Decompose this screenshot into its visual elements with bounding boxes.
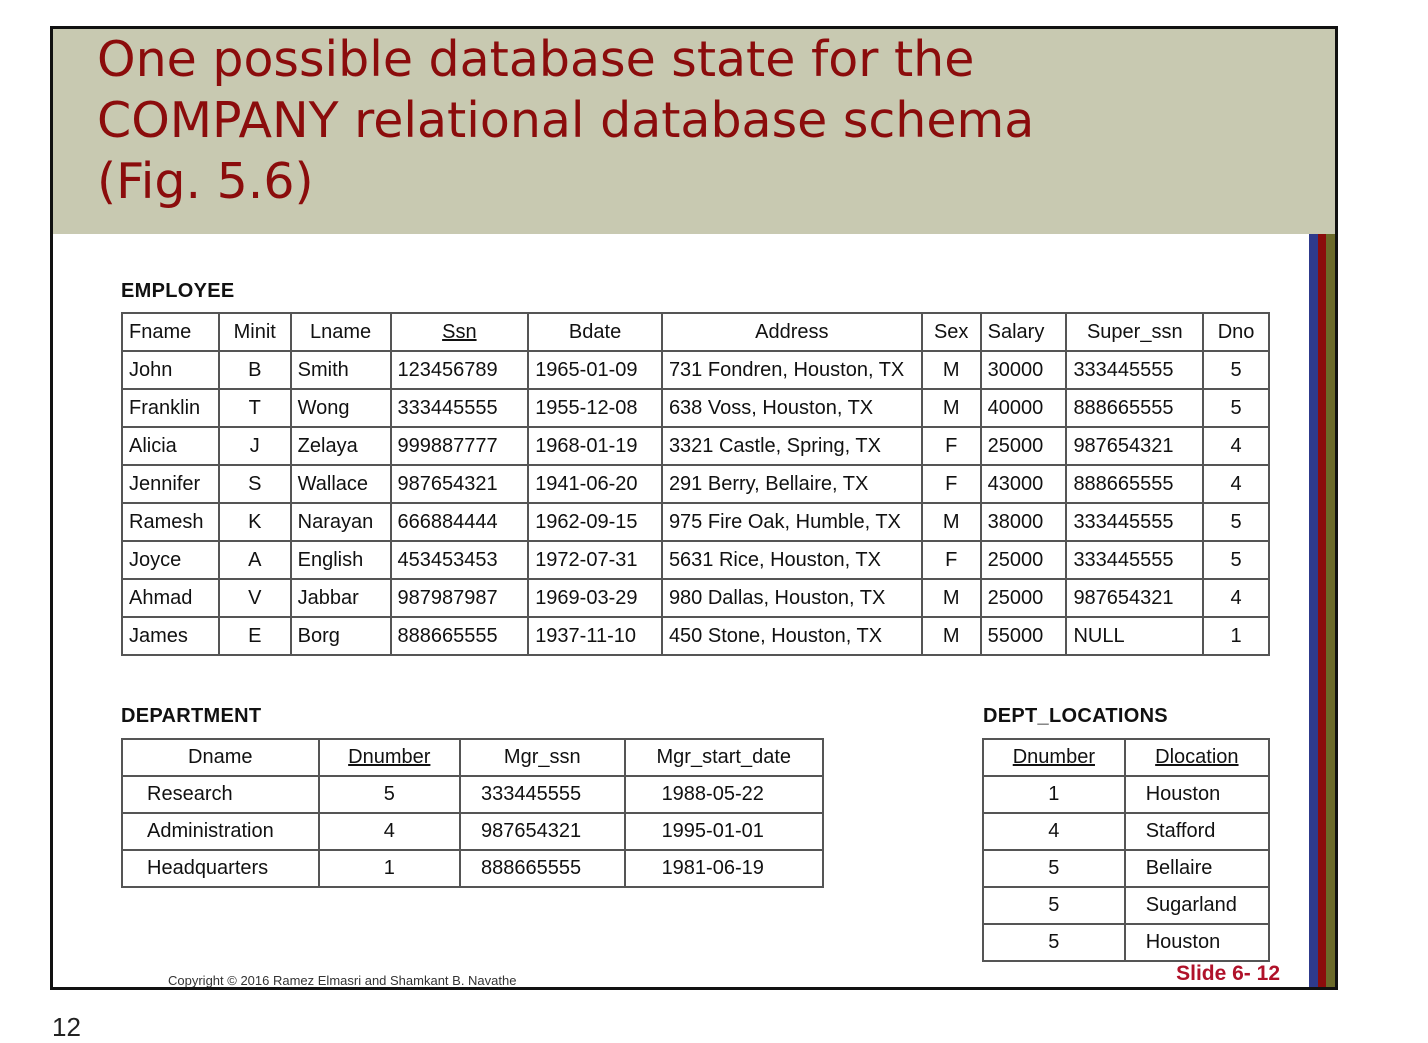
table-cell: 4 — [1203, 427, 1269, 465]
table-row — [122, 389, 1269, 427]
table-cell: 3321 Castle, Spring, TX — [662, 427, 922, 465]
table-cell: 987987987 — [391, 579, 529, 617]
table-cell: 5 — [983, 887, 1125, 924]
column-header: Mgr_ssn — [460, 739, 625, 776]
table-row — [983, 813, 1269, 850]
table-cell: T — [219, 389, 291, 427]
table-cell: Jennifer — [122, 465, 219, 503]
slide-number: Slide 6- 12 — [1176, 962, 1280, 985]
table-cell: M — [922, 617, 981, 655]
table-cell: 25000 — [981, 541, 1067, 579]
table-row — [122, 503, 1269, 541]
column-header: Salary — [981, 313, 1067, 351]
table-row — [122, 579, 1269, 617]
table-row — [122, 617, 1269, 655]
table-cell: Borg — [291, 617, 391, 655]
table-cell: Jabbar — [291, 579, 391, 617]
table-cell: M — [922, 503, 981, 541]
table-cell: 40000 — [981, 389, 1067, 427]
table-cell: 5631 Rice, Houston, TX — [662, 541, 922, 579]
table-cell: 5 — [1203, 389, 1269, 427]
table-cell: 450 Stone, Houston, TX — [662, 617, 922, 655]
table-row — [983, 776, 1269, 813]
column-header-key: Dnumber — [319, 739, 460, 776]
column-header: Lname — [291, 313, 391, 351]
table-cell: 5 — [1203, 503, 1269, 541]
table-cell: 333445555 — [1066, 351, 1203, 389]
column-header-key: Dnumber — [983, 739, 1125, 776]
table-cell: 975 Fire Oak, Humble, TX — [662, 503, 922, 541]
table-cell: B — [219, 351, 291, 389]
table-cell: 888665555 — [460, 850, 625, 887]
table-row — [122, 813, 823, 850]
table-row — [122, 850, 823, 887]
table-cell: 1972-07-31 — [528, 541, 662, 579]
table-header-row — [983, 739, 1269, 776]
table-cell: 333445555 — [1066, 541, 1203, 579]
table-cell: Narayan — [291, 503, 391, 541]
decorative-stripes — [1309, 234, 1335, 990]
table-row — [983, 887, 1269, 924]
table-cell: 1 — [319, 850, 460, 887]
table-cell: John — [122, 351, 219, 389]
table-cell: 980 Dallas, Houston, TX — [662, 579, 922, 617]
table-cell: F — [922, 541, 981, 579]
table-cell: 4 — [983, 813, 1125, 850]
table-cell: 638 Voss, Houston, TX — [662, 389, 922, 427]
table-cell: 1969-03-29 — [528, 579, 662, 617]
column-header: Fname — [122, 313, 219, 351]
table-cell: J — [219, 427, 291, 465]
table-cell: 1995-01-01 — [625, 813, 823, 850]
column-header: Address — [662, 313, 922, 351]
table-cell: 30000 — [981, 351, 1067, 389]
table-cell: Alicia — [122, 427, 219, 465]
table-cell: 1988-05-22 — [625, 776, 823, 813]
employee-table — [121, 312, 1270, 656]
table-row — [983, 924, 1269, 961]
table-cell: 888665555 — [1066, 389, 1203, 427]
dept-locations-caption: DEPT_LOCATIONS — [983, 705, 1168, 727]
table-cell: 4 — [1203, 579, 1269, 617]
title-bar — [53, 29, 1335, 234]
table-cell: V — [219, 579, 291, 617]
column-header: Dname — [122, 739, 319, 776]
column-header-key: Dlocation — [1125, 739, 1269, 776]
table-row — [122, 465, 1269, 503]
title-line: One possible database state for the — [97, 31, 975, 88]
table-cell: 666884444 — [391, 503, 529, 541]
table-row — [122, 541, 1269, 579]
table-cell: Headquarters — [122, 850, 319, 887]
table-cell: 999887777 — [391, 427, 529, 465]
table-cell: 333445555 — [460, 776, 625, 813]
column-header: Dno — [1203, 313, 1269, 351]
table-cell: 1962-09-15 — [528, 503, 662, 541]
table-cell: K — [219, 503, 291, 541]
table-cell: 38000 — [981, 503, 1067, 541]
table-cell: Wong — [291, 389, 391, 427]
table-cell: Joyce — [122, 541, 219, 579]
page-number: 12 — [52, 1012, 81, 1042]
table-row — [122, 351, 1269, 389]
table-cell: 888665555 — [1066, 465, 1203, 503]
table-cell: 987654321 — [391, 465, 529, 503]
table-cell: Research — [122, 776, 319, 813]
table-cell: Stafford — [1125, 813, 1269, 850]
table-cell: 888665555 — [391, 617, 529, 655]
title-line: COMPANY relational database schema — [97, 92, 1035, 149]
table-cell: 25000 — [981, 579, 1067, 617]
table-cell: M — [922, 389, 981, 427]
table-row — [122, 776, 823, 813]
table-cell: Sugarland — [1125, 887, 1269, 924]
table-cell: 987654321 — [1066, 427, 1203, 465]
table-cell: M — [922, 579, 981, 617]
table-cell: 453453453 — [391, 541, 529, 579]
table-cell: 333445555 — [1066, 503, 1203, 541]
table-cell: 5 — [1203, 541, 1269, 579]
table-cell: Administration — [122, 813, 319, 850]
table-cell: F — [922, 465, 981, 503]
department-table — [121, 738, 824, 888]
table-cell: 5 — [319, 776, 460, 813]
table-cell: 1937-11-10 — [528, 617, 662, 655]
table-cell: Ahmad — [122, 579, 219, 617]
table-cell: 25000 — [981, 427, 1067, 465]
column-header: Mgr_start_date — [625, 739, 823, 776]
table-header-row — [122, 313, 1269, 351]
table-cell: English — [291, 541, 391, 579]
table-cell: 55000 — [981, 617, 1067, 655]
table-cell: 731 Fondren, Houston, TX — [662, 351, 922, 389]
table-cell: 123456789 — [391, 351, 529, 389]
table-cell: 987654321 — [1066, 579, 1203, 617]
table-cell: Houston — [1125, 924, 1269, 961]
table-cell: 291 Berry, Bellaire, TX — [662, 465, 922, 503]
table-cell: 5 — [983, 924, 1125, 961]
table-cell: 987654321 — [460, 813, 625, 850]
column-header: Sex — [922, 313, 981, 351]
table-row — [122, 427, 1269, 465]
dept-locations-table — [982, 738, 1270, 962]
title-line: (Fig. 5.6) — [97, 153, 314, 210]
table-cell: M — [922, 351, 981, 389]
table-cell: 1968-01-19 — [528, 427, 662, 465]
table-cell: 5 — [983, 850, 1125, 887]
table-cell: 1941-06-20 — [528, 465, 662, 503]
column-header-key: Ssn — [391, 313, 529, 351]
table-cell: NULL — [1066, 617, 1203, 655]
table-header-row — [122, 739, 823, 776]
stripe-olive — [1326, 234, 1335, 990]
table-cell: Wallace — [291, 465, 391, 503]
column-header: Minit — [219, 313, 291, 351]
table-cell: S — [219, 465, 291, 503]
table-cell: E — [219, 617, 291, 655]
slide — [50, 26, 1338, 990]
table-cell: Houston — [1125, 776, 1269, 813]
column-header: Bdate — [528, 313, 662, 351]
table-cell: 4 — [1203, 465, 1269, 503]
table-cell: F — [922, 427, 981, 465]
table-cell: 1981-06-19 — [625, 850, 823, 887]
table-cell: 43000 — [981, 465, 1067, 503]
department-caption: DEPARTMENT — [121, 705, 262, 727]
employee-caption: EMPLOYEE — [121, 280, 235, 302]
table-cell: 1965-01-09 — [528, 351, 662, 389]
table-cell: 5 — [1203, 351, 1269, 389]
table-cell: 333445555 — [391, 389, 529, 427]
stripe-blue — [1309, 234, 1318, 990]
column-header: Super_ssn — [1066, 313, 1203, 351]
table-row — [983, 850, 1269, 887]
table-cell: 4 — [319, 813, 460, 850]
table-cell: Zelaya — [291, 427, 391, 465]
table-cell: Franklin — [122, 389, 219, 427]
table-cell: 1955-12-08 — [528, 389, 662, 427]
table-cell: 1 — [1203, 617, 1269, 655]
table-cell: James — [122, 617, 219, 655]
table-cell: A — [219, 541, 291, 579]
table-cell: Bellaire — [1125, 850, 1269, 887]
slide-title — [97, 29, 1034, 212]
table-cell: 1 — [983, 776, 1125, 813]
copyright-notice: Copyright © 2016 Ramez Elmasri and Shamkant B. Navathe — [168, 973, 517, 988]
table-cell: Smith — [291, 351, 391, 389]
table-cell: Ramesh — [122, 503, 219, 541]
stripe-red — [1318, 234, 1326, 990]
